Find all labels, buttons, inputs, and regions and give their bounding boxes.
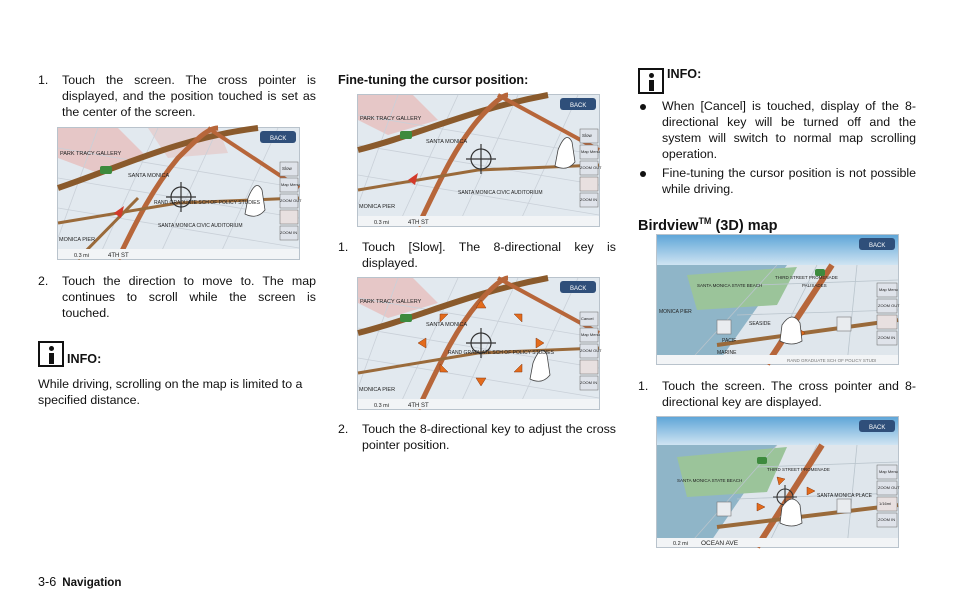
map-screenshot-cross-pointer	[57, 127, 300, 260]
info-bullet-2	[638, 165, 916, 197]
map-menu-button-label: Map Menu	[281, 182, 300, 187]
zoom-out-button-label: ZOOM OUT	[280, 198, 302, 203]
back-button-label: BACK	[570, 103, 587, 109]
step-text: Touch the direction to move to. The map continues to scroll while the screen is touched.	[62, 274, 316, 320]
column-3-step1	[638, 378, 916, 410]
map-label-pacific: PACIF	[722, 338, 737, 344]
zoom-in-button-label: ZOOM IN	[580, 380, 598, 385]
map-menu-button-label: Map Menu	[879, 287, 898, 292]
map-label-civic: SANTA MONICA CIVIC AUDITORIUM	[458, 190, 543, 196]
map-label-pier: MONICA PIER	[659, 309, 692, 315]
zoom-out-button-label: ZOOM OUT	[580, 165, 602, 170]
map-screenshot-slow	[357, 94, 600, 227]
step-number: 2.	[38, 274, 49, 288]
map-label-santa-monica-pl: SANTA MONICA PLACE	[817, 493, 872, 499]
map-label-gallery: PARK TRACY GALLERY	[360, 299, 422, 305]
section-name: Navigation	[62, 576, 122, 589]
back-button-label: BACK	[570, 286, 587, 292]
map-label-pier: MONICA PIER	[59, 237, 96, 243]
map-label-marine: MARINE	[717, 350, 737, 356]
page-number: 3-6	[38, 575, 57, 589]
step-1	[638, 378, 916, 410]
step-1	[338, 239, 616, 271]
step-text: Touch the screen. The cross pointer is displayed, and the position touched is set as the center of the screen.	[62, 73, 316, 119]
bullet-dot	[638, 165, 662, 197]
scale-button-label: 1/16mi	[879, 501, 892, 506]
map-label-santa-monica: SANTA MONICA	[426, 322, 468, 328]
birdview-title: Birdview	[638, 217, 699, 234]
column-1-lower	[38, 273, 316, 408]
map-menu-button-label: Map Menu	[581, 332, 600, 337]
map-label-santa-monica: SANTA MONICA	[128, 173, 170, 179]
column-3	[638, 68, 916, 234]
column-2	[338, 72, 616, 88]
bullet-text: When [Cancel] is touched, display of the 8-directional key will be turned off and the system will switch to normal map scrolling operation.	[662, 99, 916, 161]
street-label: 4TH ST	[408, 403, 429, 409]
cancel-button-label: Cancel	[581, 316, 594, 321]
map-label-state-beach: SANTA MONICA STATE BEACH	[697, 283, 763, 288]
info-icon	[638, 68, 664, 94]
zoom-in-button-label: ZOOM IN	[580, 197, 598, 202]
map-label-promenade: THIRD STREET PROMENADE	[775, 275, 838, 280]
info-heading	[38, 341, 316, 367]
map-label-palisades: PALISADES	[802, 283, 827, 288]
step-number: 2.	[338, 422, 349, 436]
step-text: Touch the screen. The cross pointer and 8-directional key are displayed.	[662, 379, 916, 409]
back-button-label: BACK	[869, 243, 886, 249]
birdview-screenshot-2	[656, 416, 899, 548]
map-label-civic: SANTA MONICA CIVIC AUDITORIUM	[158, 223, 243, 229]
scale-label: 0.2 mi	[673, 541, 688, 547]
info-text: While driving, scrolling on the map is limited to a specified distance.	[38, 377, 303, 407]
step-text: Touch the 8-directional key to adjust the cross pointer position.	[362, 422, 616, 452]
zoom-in-button-label: ZOOM IN	[280, 230, 298, 235]
info-label: INFO:	[667, 67, 702, 81]
map-screenshot-8-directional	[357, 277, 600, 410]
step-2	[38, 273, 316, 321]
info-bullet-1	[638, 98, 916, 162]
info-icon	[38, 341, 64, 367]
map-label-pier: MONICA PIER	[359, 204, 396, 210]
map-label-rand: RAND GRADUATE SCH OF POLICY STUDI	[787, 358, 877, 363]
street-label: 4TH ST	[108, 253, 129, 259]
step-number: 1.	[338, 240, 349, 254]
back-button-label: BACK	[869, 425, 886, 431]
zoom-out-button-label: ZOOM OUT	[580, 348, 602, 353]
street-label: 4TH ST	[408, 220, 429, 226]
column-2-step2	[338, 421, 616, 453]
map-label-pier: MONICA PIER	[359, 387, 396, 393]
zoom-out-button-label: ZOOM OUT	[878, 485, 900, 490]
trademark: TM	[698, 216, 712, 226]
map-menu-button-label: Map Menu	[581, 149, 600, 154]
step-number: 1.	[638, 379, 649, 393]
step-1	[38, 72, 316, 120]
map-label-state-beach: SANTA MONICA STATE BEACH	[677, 478, 743, 483]
map-label-seaside: SEASIDE	[749, 321, 771, 327]
slow-button-label: Slow	[282, 166, 292, 171]
map-label-gallery: PARK TRACY GALLERY	[60, 151, 122, 157]
map-label-santa-monica: SANTA MONICA	[426, 139, 468, 145]
step-text: Touch [Slow]. The 8-directional key is displayed.	[362, 240, 616, 270]
birdview-heading	[638, 213, 916, 234]
zoom-in-button-label: ZOOM IN	[878, 517, 896, 522]
scale-label: 0.3 mi	[374, 220, 389, 226]
bullet-text: Fine-tuning the cursor position is not possible while driving.	[662, 166, 916, 196]
info-heading	[638, 68, 916, 94]
info-label: INFO:	[67, 352, 102, 366]
map-label-gallery: PARK TRACY GALLERY	[360, 116, 422, 122]
map-label-rand: RAND GRADUATE SCH OF POLICY STUDIES	[448, 350, 554, 356]
page-footer	[38, 574, 121, 591]
scale-label: 0.3 mi	[74, 253, 89, 259]
birdview-screenshot-1	[656, 234, 899, 365]
section-heading: Fine-tuning the cursor position:	[338, 73, 529, 87]
zoom-out-button-label: ZOOM OUT	[878, 303, 900, 308]
map-menu-button-label: Map Menu	[879, 469, 898, 474]
back-button-label: BACK	[270, 136, 287, 142]
step-number: 1.	[38, 73, 49, 87]
street-label: OCEAN AVE	[701, 540, 739, 547]
column-1	[38, 72, 316, 120]
zoom-in-button-label: ZOOM IN	[878, 335, 896, 340]
column-2-step1	[338, 239, 616, 271]
birdview-title-rest: (3D) map	[711, 217, 778, 234]
scale-label: 0.3 mi	[374, 403, 389, 409]
map-label-rand: RAND GRADUATE SCH OF POLICY STUDIES	[154, 200, 260, 206]
step-2	[338, 421, 616, 453]
slow-button-label: Slow	[582, 133, 592, 138]
map-label-promenade: THIRD STREET PROMENADE	[767, 467, 830, 472]
bullet-dot	[638, 98, 662, 162]
